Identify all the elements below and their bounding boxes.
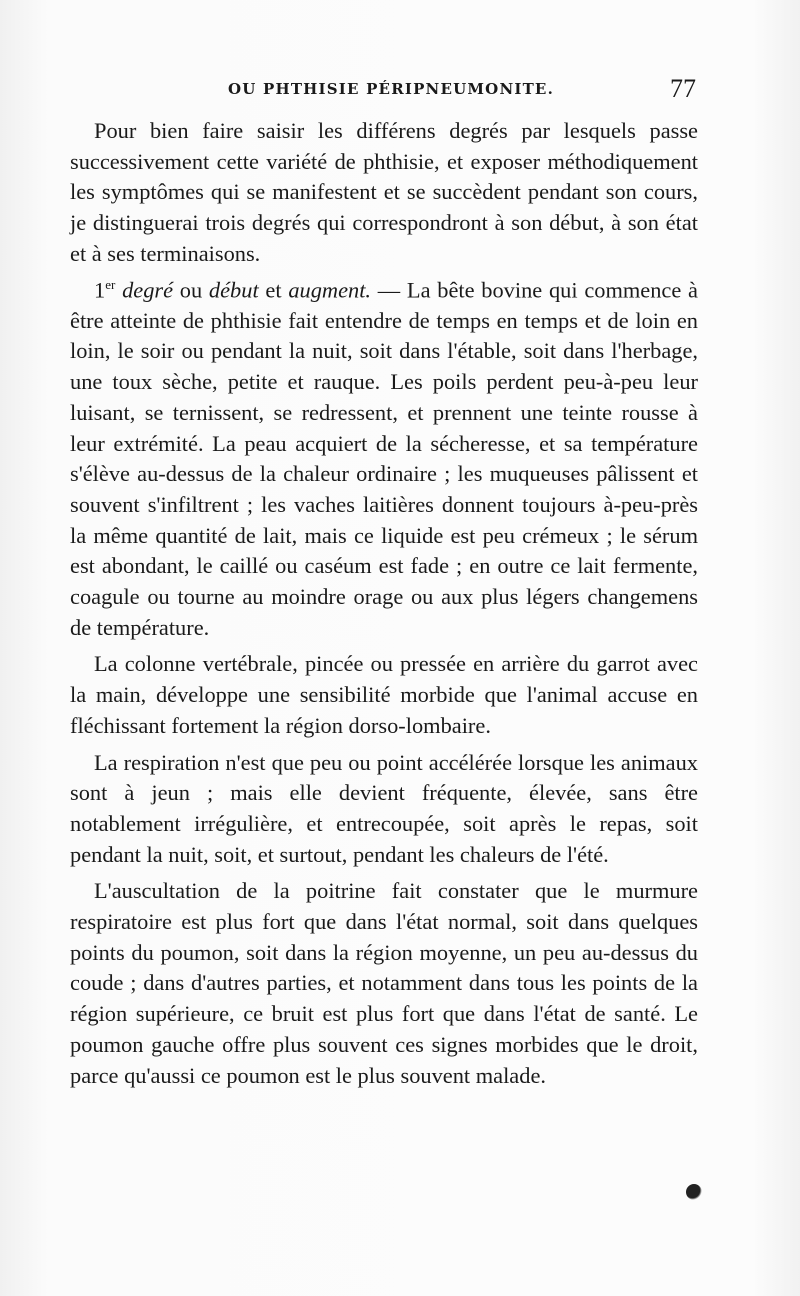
- page-header: [0, 76, 800, 106]
- paragraph-5: L'auscultation de la poitrine fait constater que le murmure respiratoire est plus fort que dans l'état normal, soit dans quelques points du poumon, soit dans la région moyenne, un peu au-dessus du coude ; dans d'autres parties, et notamment dans tous les points de la région supérieure, ce bruit est plus fort que dans l'état de santé. Le poumon gauche offre plus souvent ces signes morbides que le droit, parce qu'aussi ce poumon est le plus souvent malade.: [70, 878, 698, 1088]
- paragraph-1: Pour bien faire saisir les différens degrés par lesquels passe successivement cette variété de phthisie, et exposer méthodiquement les symptômes qui se manifestent et se succèdent pendant son cours, je distinguerai trois degrés qui correspondront à son début, à son état et à ses terminaisons.: [70, 118, 698, 266]
- paragraph-2-text: — La bête bovine qui commence à être atteinte de phthisie fait entendre de temps en temps et de loin en loin, le soir ou pendant la nuit, soit dans l'étable, soit dans l'herbage, une toux sèche, petite et rauque. Les poils perdent peu-à-peu leur luisant, se ternissent, se redressent, et prennent une teinte rousse à leur extrémité. La peau acquiert de la sécheresse, et sa température s'élève au-dessus de la chaleur ordinaire ; les muqueuses pâlissent et souvent s'infiltrent ; les vaches laitières donnent toujours à-peu-près la même quantité de lait, mais ce liquide est peu crémeux ; le sérum est abondant, le caillé ou caséum est fade ; en outre ce lait fermente, coagule ou tourne au moindre orage ou aux plus légers changemens de température.: [70, 276, 698, 640]
- text-et: et: [258, 276, 289, 302]
- ink-blot: [686, 1184, 702, 1200]
- degree-number: 1: [94, 276, 106, 302]
- degree-ordinal: er: [105, 276, 116, 292]
- paragraph-2: [70, 270, 698, 644]
- paragraph-4: La respiration n'est que peu ou point accélérée lorsque les animaux sont à jeun ; mais elle devient fréquente, élevée, sans être notablement irrégulière, et entrecoupée, soit après le repas, soit pendant la nuit, soit, et surtout, pendant les chaleurs de l'été.: [70, 749, 698, 867]
- paragraph-3: La colonne vertébrale, pincée ou pressée en arrière du garrot avec la main, développe une sensibilité morbide que l'animal accuse en fléchissant fortement la région dorso-lombaire.: [70, 651, 698, 738]
- italic-augment: augment.: [288, 276, 372, 302]
- running-head: OU PHTHISIE PÉRIPNEUMONITE.: [228, 80, 554, 98]
- body-text: [70, 116, 698, 1091]
- text-ou: ou: [173, 276, 209, 302]
- page-number: 77: [670, 74, 696, 103]
- italic-debut: début: [208, 276, 259, 302]
- italic-degre: degré: [122, 276, 174, 302]
